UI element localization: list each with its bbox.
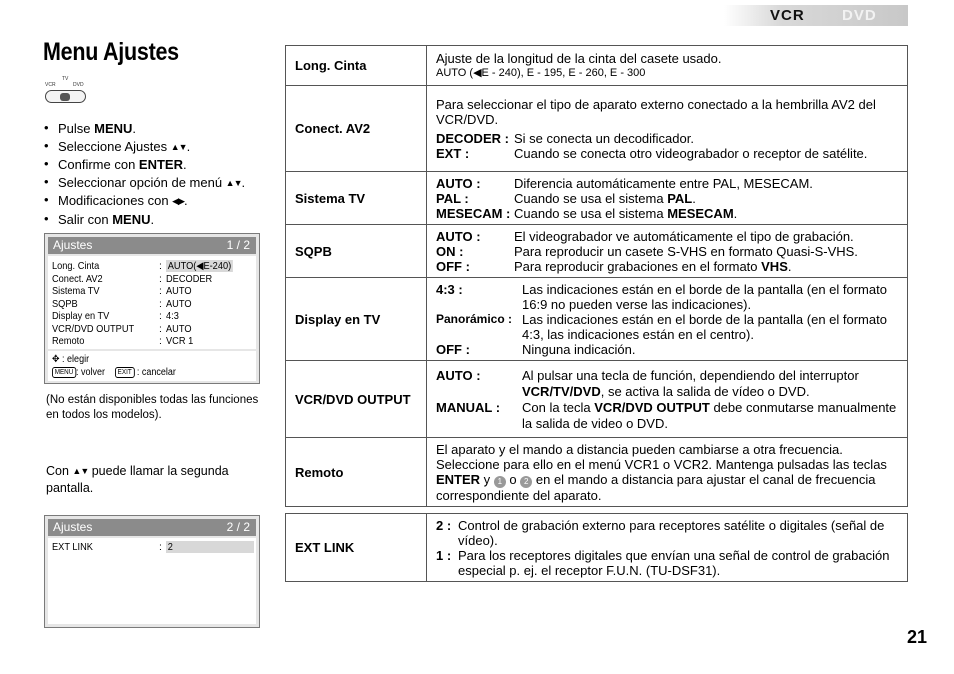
setting-description: Ajuste de la longitud de la cinta del casete usado. AUTO (◀E - 240), E - 195, E - 260, E - 300 — [427, 46, 908, 86]
switch-label-tv: TV — [62, 76, 69, 82]
page-number: 21 — [907, 627, 928, 647]
left-right-arrows-icon: ◀▶ — [172, 196, 185, 207]
osd-row-label: Long. Cinta — [52, 260, 100, 272]
osd-row-value: AUTO — [166, 297, 192, 310]
osd-help-panel: ✥ : elegir MENU : volver EXIT : cancelar — [48, 351, 256, 381]
exit-key-icon: EXIT — [115, 367, 134, 378]
setting-description: AUTO : El videograbador ve automáticamente el tipo de grabación. ON : Para reproducir un casete S-VHS en formato Quasi-S-VHS. OFF : Para reproducir grabaciones en el formato VHS. — [427, 225, 908, 278]
step-item: • Pulse MENU. — [44, 120, 284, 138]
cross-arrows-icon: ✥ — [52, 354, 60, 365]
switch-label-dvd: DVD — [73, 82, 84, 88]
setting-description: AUTO : Al pulsar una tecla de función, dependiendo del interruptor VCR/TV/DVD, se activa la salida de vídeo o DVD. MANUAL : Con la tecla VCR/DVD OUTPUT debe conmutarse manualmente la salida de video o DVD. — [427, 361, 908, 438]
osd-row-value: 4:3 — [166, 310, 179, 322]
osd-row-value: VCR 1 — [166, 335, 194, 347]
setting-name: Sistema TV — [286, 172, 427, 225]
table-row — [286, 225, 908, 278]
osd-title-bar — [48, 237, 256, 254]
osd-row-value: AUTO — [166, 322, 192, 335]
osd-title-bar — [48, 519, 256, 536]
mode-tab — [724, 5, 908, 26]
tab-dvd: DVD — [842, 7, 877, 24]
osd-row-label: VCR/DVD OUTPUT — [52, 322, 135, 335]
osd-row-label: EXT LINK — [52, 541, 93, 553]
setting-description: El aparato y el mando a distancia pueden cambiarse a otra frecuencia. Seleccione para ello en el menú VCR1 o VCR2. Mantenga pulsadas las teclas ENTER y 1 o 2 en el mando a distancia para ajustar el canal de frecuencia correspondiente del aparato. — [427, 438, 908, 507]
step-item: • Seleccione Ajustes ▲▼. — [44, 138, 284, 157]
setting-name: VCR/DVD OUTPUT — [286, 361, 427, 438]
tab-vcr: VCR — [770, 7, 805, 24]
key-1-icon: 1 — [494, 476, 506, 488]
switch-body — [45, 90, 86, 103]
osd-title: Ajustes — [53, 238, 93, 252]
setting-name: SQPB — [286, 225, 427, 278]
menu-key-icon: MENU — [52, 367, 76, 378]
osd-page-indicator: 1 / 2 — [226, 238, 250, 252]
setting-description: 4:3 : Las indicaciones están en el borde de la pantalla (en el formato 16:9 no pueden verse las indicaciones). Panorámico : Las indicaciones están en el borde de la pantalla (en el formato 4:3, las indicaciones están en el centro). OFF : Ninguna indicación. — [427, 278, 908, 361]
setting-name: EXT LINK — [286, 514, 427, 582]
osd-settings-page-1 — [44, 233, 260, 384]
second-screen-note: Con ▲▼ puede llamar la segunda pantalla. — [46, 464, 229, 495]
osd-row-value-selected: AUTO(◀E-240) — [167, 260, 232, 272]
table-row — [286, 46, 908, 86]
key-2-icon: 2 — [520, 476, 532, 488]
osd-row-value-selected: 2 — [166, 541, 254, 553]
table-row — [286, 361, 908, 438]
osd-row-label: Remoto — [52, 335, 85, 347]
step-item: • Salir con MENU. — [44, 211, 284, 229]
page-title: Menu Ajustes — [43, 38, 179, 66]
step-item: • Modificaciones con ◀▶. — [44, 192, 284, 211]
osd-row-value: DECODER — [166, 272, 213, 285]
osd-row-label: Display en TV — [52, 310, 110, 322]
table-row — [286, 278, 908, 361]
setting-description: 2 : Control de grabación externo para receptores satélite o digitales (señal de vídeo). 1 : Para los receptores digitales que envían una señal de control de grabación especial p. ej. el receptor F.U.N. (TU-DSF31). — [427, 514, 908, 582]
osd-menu-panel: Long. Cinta : AUTO(◀E-240) Conect. AV2 : DECODER Sistema TV : AUTO SQPB : AUTO Display en TV : 4:3 VCR/DVD OUTPUT : AUTO Remoto : VCR 1 — [48, 256, 256, 349]
table-row — [286, 514, 908, 582]
step-item: • Seleccionar opción de menú ▲▼. — [44, 174, 284, 193]
osd-row-label: Sistema TV — [52, 285, 100, 297]
setting-description: Para seleccionar el tipo de aparato externo conectado a la hembrilla AV2 del VCR/DVD. DECODER : Si se conecta un decodificador. EXT : Cuando se conecta otro videograbador o receptor de satélite. — [427, 86, 908, 172]
osd-page-indicator: 2 / 2 — [226, 520, 250, 534]
setting-description: AUTO : Diferencia automáticamente entre PAL, MESECAM. PAL : Cuando se usa el sistema PAL. MESECAM : Cuando se usa el sistema MESECAM. — [427, 172, 908, 225]
osd-title: Ajustes — [53, 520, 93, 534]
instruction-list — [44, 120, 284, 229]
up-down-arrows-icon: ▲▼ — [72, 466, 89, 476]
up-down-arrows-icon: ▲▼ — [225, 177, 242, 188]
step-item: • Confirme con ENTER. — [44, 156, 284, 174]
switch-label-vcr: VCR — [45, 82, 56, 88]
table-row — [286, 438, 908, 507]
up-down-arrows-icon: ▲▼ — [170, 141, 187, 152]
table-row — [286, 172, 908, 225]
setting-name: Display en TV — [286, 278, 427, 361]
osd-row-label: SQPB — [52, 297, 78, 310]
tv-vcr-dvd-switch-icon — [44, 76, 88, 106]
ext-link-table — [285, 513, 908, 582]
availability-note: (No están disponibles todas las funciones en todos los modelos). — [46, 394, 259, 421]
osd-row-label: Conect. AV2 — [52, 272, 103, 285]
settings-table — [285, 45, 908, 507]
setting-name: Remoto — [286, 438, 427, 507]
osd-row-value: AUTO — [166, 285, 192, 297]
table-row — [286, 86, 908, 172]
switch-knob — [60, 93, 70, 101]
setting-name: Long. Cinta — [286, 46, 427, 86]
osd-menu-panel: EXT LINK : 2 — [48, 538, 256, 624]
setting-name: Conect. AV2 — [286, 86, 427, 172]
osd-settings-page-2 — [44, 515, 260, 628]
